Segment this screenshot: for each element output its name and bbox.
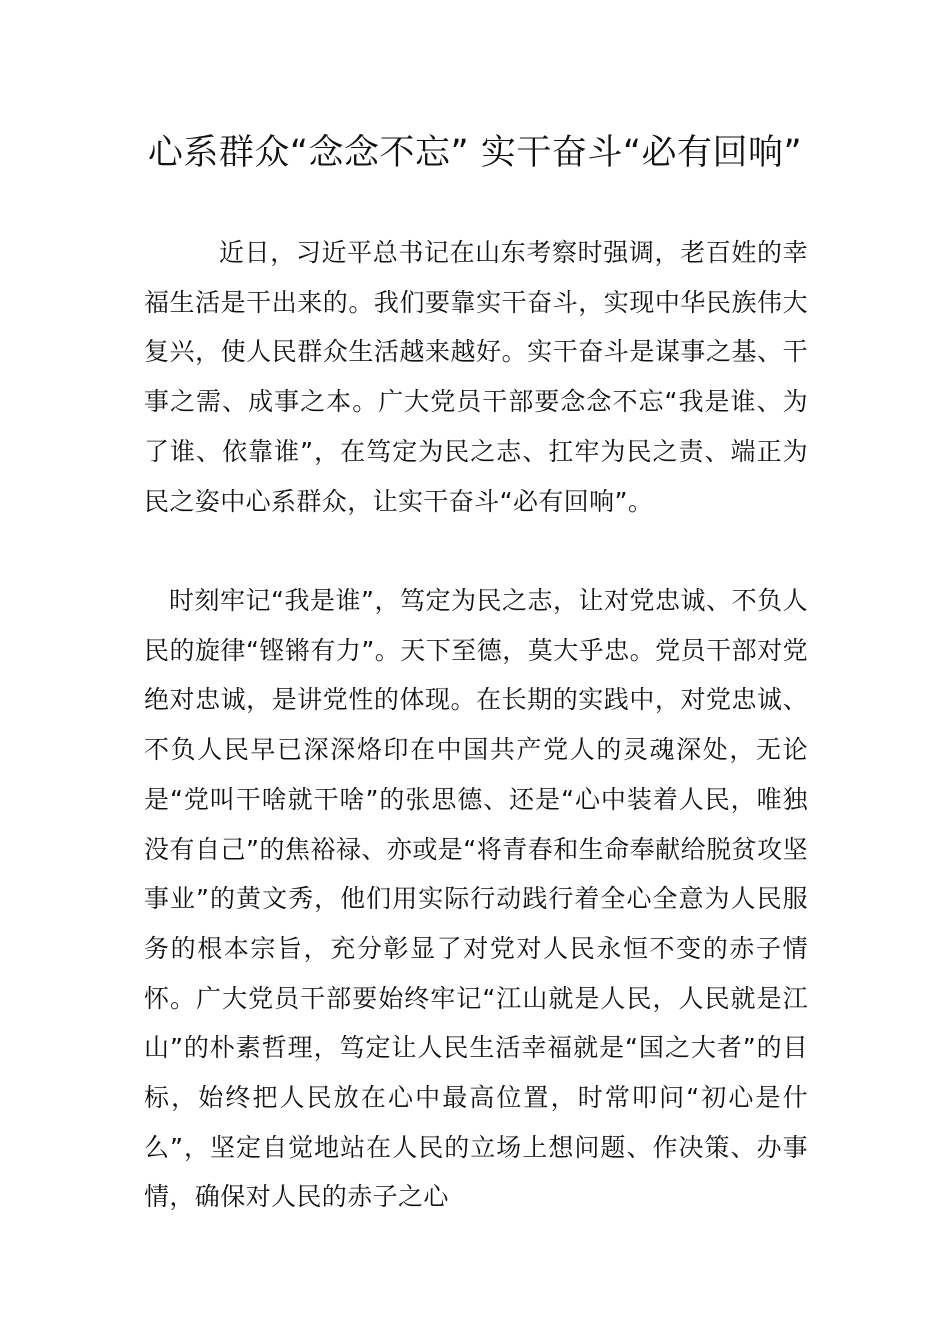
paragraph-intro: 近日，习近平总书记在山东考察时强调，老百姓的幸福生活是干出来的。我们要靠实干奋斗，实现中华民族伟大复兴，使人民群众生活越来越好。实干奋斗是谋事之基、干事之需、成事之本。广大党员干部要念念不忘“我是谁、为了谁、依靠谁”，在笃定为民之志、扛牢为民之责、端正为民之姿中心系群众，让实干奋斗“必有回响”。 — [144, 238, 808, 516]
paragraph-section-1: 时刻牢记“我是谁”，笃定为民之志，让对党忠诚、不负人民的旋律“铿锵有力”。天下至德，莫大乎忠。党员干部对党绝对忠诚，是讲党性的体现。在长期的实践中，对党忠诚、不负人民早已深深烙印在中国共产党人的灵魂深处，无论是“党叫干啥就干啥”的张思德、还是“心中装着人民，唯独没有自己”的焦裕禄、亦或是“将青春和生命奉献给脱贫攻坚事业”的黄文秀，他们用实际行动践行着全心全意为人民服务的根本宗旨，充分彰显了对党对人民永恒不变的赤子情怀。广大党员干部要始终牢记“江山就是人民，人民就是江山”的朴素哲理，笃定让人民生活幸福就是“国之大者”的目标，始终把人民放在心中最高位置，时常叩问“初心是什么”，坚定自觉地站在人民的立场上想问题、作决策、办事情，确保对人民的赤子之心 — [144, 586, 808, 1212]
document-title: 心系群众“念念不忘” 实干奋斗“必有回响” — [147, 133, 803, 173]
